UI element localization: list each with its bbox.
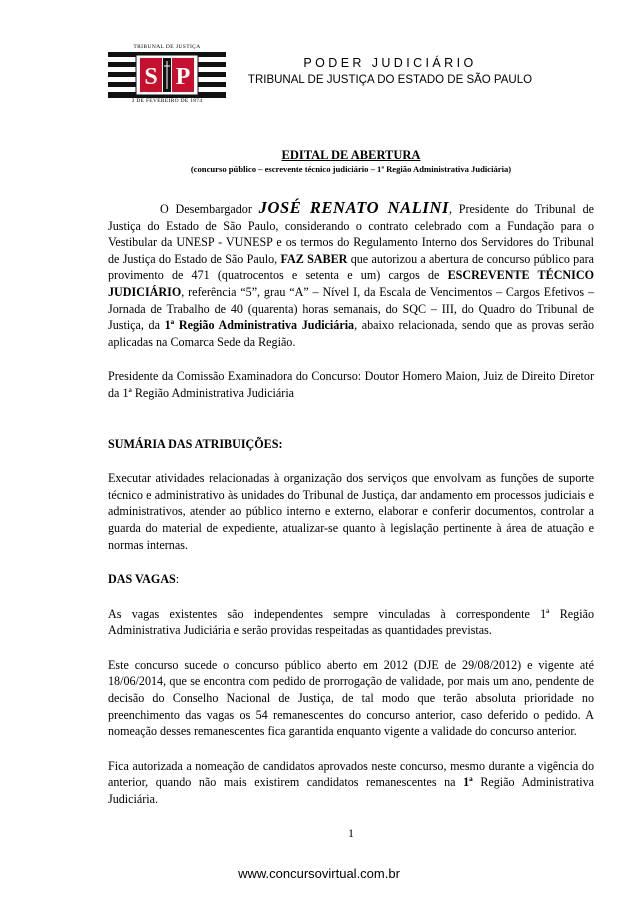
cargo-name: ESCREVENTE TÉCNICO JUDICIÁRIO bbox=[108, 268, 595, 299]
logo-letter-p: P bbox=[175, 64, 191, 90]
intro-text-3: , referência “5”, grau “A” – Nível I, da Escala de Vencimentos – Cargos Efetivos – Jornada de Trabalho de 40 (quarenta) horas semanais, do SQC – III, do Quadro do Tribunal de Justiça, da bbox=[108, 284, 594, 333]
vagas-p3-bold: 1ª bbox=[463, 775, 473, 790]
vagas-paragraph-3 bbox=[108, 758, 594, 808]
vagas-heading-colon: : bbox=[175, 572, 180, 587]
document-subtitle: (concurso público – escrevente técnico judiciário – 1ª Região Administrativa Judiciária) bbox=[190, 164, 512, 174]
president-name: JOSÉ RENATO NALINI bbox=[258, 198, 449, 217]
footer-url: www.concursovirtual.com.br bbox=[238, 866, 400, 881]
logo-letter-s: S bbox=[144, 64, 158, 90]
intro-lead: O Desembargador bbox=[160, 202, 259, 216]
tribunal-logo bbox=[108, 44, 226, 106]
vagas-paragraph-2: Este concurso sucede o concurso público aberto em 2012 (DJE de 29/08/2012) e vigente até 18/06/2014, que se encontra com pedido de prorrogação de validade, por mais um ano, pendente de decisão do Conselho Nacional de Justiça, de tal modo que terão absoluta prioridade no preenchimento das vagas os 54 remanescentes do concurso anterior, caso deferido o pedido. A nomeação desses remanescentes fica garantida enquanto vigente a validade do concurso anterior. bbox=[108, 657, 594, 739]
document-body bbox=[108, 200, 594, 808]
vagas-heading-line bbox=[108, 571, 594, 588]
vagas-p3-end: Região Administrativa Judiciária. bbox=[108, 775, 594, 807]
sumaria-text: Executar atividades relacionadas à organização dos serviços que envolvam as funções de suporte técnico e administrativo às unidades do Tribunal de Justiça, dar andamento em processos judiciais e administrativos, atender ao público interno e externo, elaborar e conferir documentos, controlar a guarda do material de expediente, atualizar-se quanto à legislação pertinente à área de atuação e normas internas. bbox=[108, 471, 594, 552]
faz-saber: FAZ SABER bbox=[280, 251, 348, 266]
vagas-p3-lead: Fica autorizada a nomeação de candidatos aprovados neste concurso, mesmo durante a vigência do anterior, quando não mais existirem candidatos remanescentes na bbox=[108, 758, 594, 790]
page-number: 1 bbox=[348, 826, 354, 840]
commission-paragraph: Presidente da Comissão Examinadora do Concurso: Doutor Homero Maion, Juiz de Direito Diretor da 1ª Região Administrativa Judiciária bbox=[108, 369, 594, 400]
vagas-paragraph-1: As vagas existentes são independentes sempre vinculadas à correspondente 1ª Região Administrativa Judiciária e serão providas respeitadas as quantidades previstas. bbox=[108, 606, 594, 638]
vagas-heading: DAS VAGAS bbox=[108, 572, 176, 587]
logo-bottom-text: 3 DE FEVEREIRO DE 1874 bbox=[131, 98, 203, 104]
intro-text-4: , abaixo relacionada, sendo que as provas serão aplicadas na Comarca Sede da Região. bbox=[108, 318, 594, 349]
sumaria-heading: SUMÁRIA DAS ATRIBUIÇÕES: bbox=[108, 436, 283, 451]
sao-paulo-flag-icon bbox=[108, 52, 226, 98]
intro-text-2: que autorizou a abertura de concurso público para provimento de 471 (quatrocentos e setenta e um) cargos de bbox=[108, 251, 594, 283]
document-title: EDITAL DE ABERTURA bbox=[281, 148, 421, 162]
intro-text-1: , Presidente do Tribunal de Justiça do Estado de São Paulo, considerando o contrato celebrado com a Fundação para o Vestibular da UNESP - VUNESP e os termos do Regulamento Interno dos Servidores do Tribunal de Justiça do Estado de São Paulo, bbox=[108, 202, 594, 266]
header-tribunal-name: TRIBUNAL DE JUSTIÇA DO ESTADO DE SÃO PAULO bbox=[247, 74, 533, 86]
intro-paragraph bbox=[108, 200, 594, 350]
header-poder-judiciario: PODER JUDICIÁRIO bbox=[303, 56, 477, 70]
logo-top-text: TRIBUNAL DE JUSTIÇA bbox=[133, 44, 201, 50]
regiao-name: 1ª Região Administrativa Judiciária bbox=[164, 318, 355, 333]
